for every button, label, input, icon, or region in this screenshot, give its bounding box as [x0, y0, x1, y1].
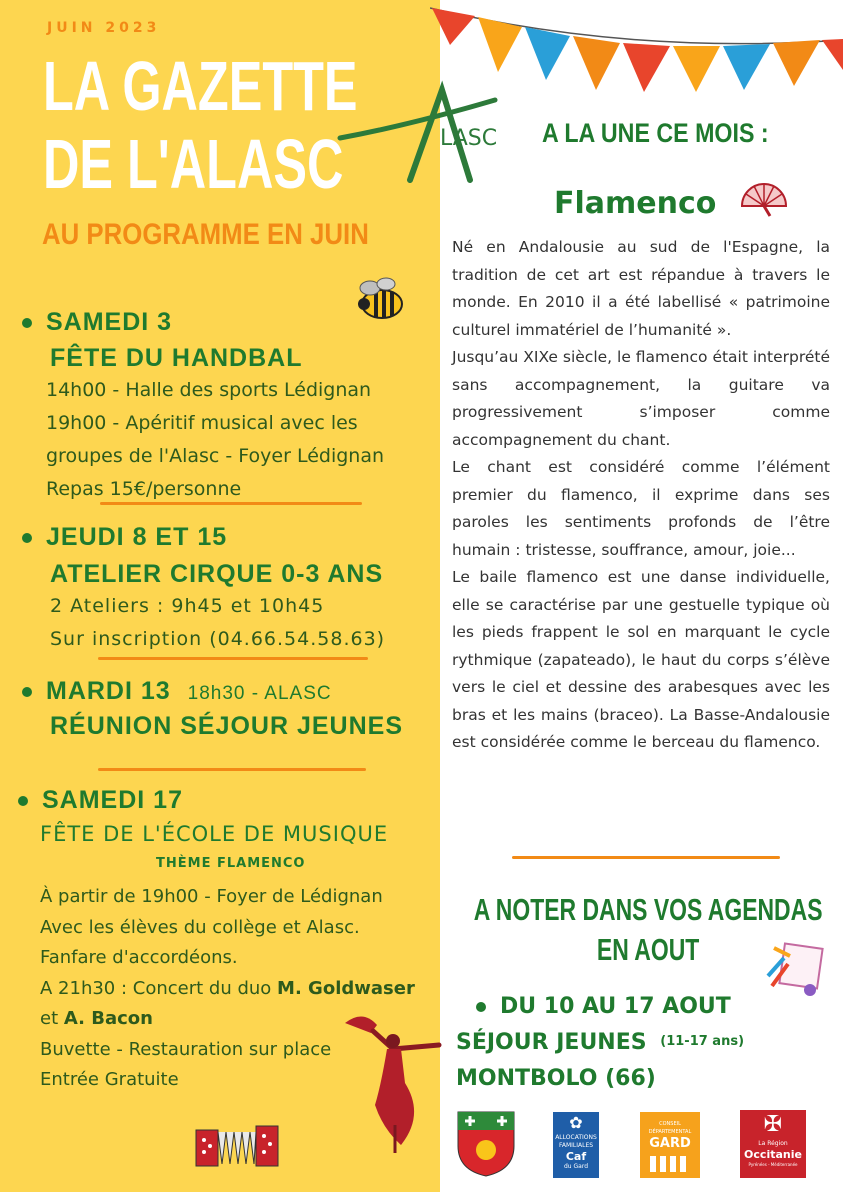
event4-line: Entrée Gratuite: [40, 1069, 179, 1090]
feature-paragraph: Jusqu’au XIXe siècle, le flamenco était interprété sans accompagnement, la guitare va progressivement s’imposer comme accompagnement du chant.: [452, 348, 831, 449]
agenda-heading-line: EN AOUT: [596, 932, 700, 967]
event4-line: [40, 974, 415, 1005]
event2-line: Sur inscription (04.66.54.58.63): [50, 628, 386, 650]
event1-details: [46, 374, 384, 506]
bullet-icon: [22, 687, 32, 697]
caf-text: ALLOCATIONS: [555, 1134, 597, 1141]
divider: [98, 768, 366, 771]
occitanie-text-sub: Pyrénées - Méditerranée: [748, 1162, 798, 1167]
event4-line: Buvette - Restauration sur place: [40, 1038, 332, 1060]
caf-text: FAMILIALES: [558, 1142, 594, 1149]
feature-article: [452, 234, 830, 757]
bullet-icon: [18, 796, 28, 806]
event4-day-text: SAMEDI 17: [42, 786, 183, 814]
divider: [512, 856, 780, 859]
event3-day-text: MARDI 13: [46, 677, 171, 705]
gard-logo-icon: [640, 1112, 700, 1178]
event4-day: [18, 786, 183, 815]
event2-line: 2 Ateliers : 9h45 et 10h45: [50, 595, 325, 617]
performer-name: M. Goldwaser: [277, 977, 415, 999]
event1-line: groupes de l'Alasc - Foyer Lédignan: [46, 445, 385, 467]
feature-title: Flamenco: [554, 186, 717, 221]
event2-day: [22, 523, 227, 552]
event1-line: 19h00 - Apéritif musical avec les: [46, 412, 358, 434]
event4-line: Avec les élèves du collège et Alasc.: [40, 916, 360, 938]
event4-line: À partir de 19h00 - Foyer de Lédignan: [40, 886, 383, 907]
event1-day: [22, 308, 172, 337]
gazette-title-line1: LA GAZETTE: [43, 47, 358, 125]
program-subtitle: AU PROGRAMME EN JUIN: [42, 218, 369, 251]
caf-text: du Gard: [563, 1163, 588, 1170]
event4-line: Fanfare d'accordéons.: [40, 947, 238, 968]
feature-paragraph: Le baile flamenco est une danse individuelle, elle se caractérise par une gestuelle typique où les pieds frappent le sol en marquant le cycle rythmique (zapateado), le haut du corps s’élève vers le ciel et dessine des arabesques avec les bras et les mains (braceo). La Basse-Andalousie est considérée comme le berceau du flamenco.: [452, 568, 830, 751]
event3-time: 18h30 - ALASC: [187, 683, 332, 704]
event3-title: RÉUNION SÉJOUR JEUNES: [50, 712, 404, 740]
issue-date: JUIN 2023: [47, 20, 161, 36]
feature-heading: A LA UNE CE MOIS :: [542, 118, 769, 148]
divider: [100, 502, 362, 505]
bullet-icon: [22, 318, 32, 328]
event1-title: FÊTE DU HANDBAL: [50, 344, 303, 372]
event3-day: [22, 677, 332, 706]
occitanie-text: Occitanie: [744, 1148, 802, 1161]
agenda-title: [456, 1030, 744, 1055]
caf-text: Caf: [565, 1150, 587, 1163]
event4-theme: THÈME FLAMENCO: [156, 856, 306, 871]
agenda-dates: [476, 994, 731, 1019]
event1-line: Repas 15€/personne: [46, 478, 242, 500]
event2-details: [50, 590, 385, 656]
event1-line: 14h00 - Halle des sports Lédignan: [46, 379, 372, 401]
alasc-logo-text: LASC: [440, 126, 498, 151]
feature-paragraph: Né en Andalousie au sud de l'Espagne, la tradition de cet art est répandue à travers le monde. En 2010 il a été labellisé « patrimoine culturel immatériel de l’humanité ».: [452, 238, 830, 339]
caf-emblem-icon: ✿: [569, 1113, 583, 1132]
occitanie-text-small: La Région: [758, 1140, 788, 1147]
dancer-icon: [335, 1005, 455, 1155]
bullet-icon: [476, 1002, 486, 1012]
agenda-heading-line: A NOTER DANS VOS AGENDAS: [473, 892, 823, 927]
performer-name: A. Bacon: [63, 1008, 153, 1029]
event4-line-text: et: [40, 1008, 64, 1029]
agenda-dates-text: DU 10 AU 17 AOUT: [500, 994, 731, 1019]
gard-pattern-icon: [650, 1156, 690, 1172]
gard-text-small: CONSEIL DÉPARTEMENTAL: [648, 1121, 692, 1135]
agenda-title-text: SÉJOUR JEUNES: [456, 1030, 647, 1055]
bullet-icon: [22, 533, 32, 543]
event1-day-text: SAMEDI 3: [46, 308, 173, 336]
event4-title: FÊTE DE L'ÉCOLE DE MUSIQUE: [40, 822, 389, 846]
event2-day-text: JEUDI 8 ET 15: [46, 523, 228, 551]
art-supplies-icon: [764, 936, 828, 1000]
event2-title: ATELIER CIRQUE 0-3 ANS: [50, 560, 384, 588]
caf-logo-icon: [553, 1112, 599, 1178]
agenda-place: MONTBOLO (66): [456, 1066, 656, 1091]
event4-line-text: A 21h30 : Concert du duo: [40, 977, 278, 999]
occitanie-cross-icon: ✠: [763, 1112, 783, 1137]
gard-text: GARD: [649, 1136, 691, 1151]
bee-icon: [352, 276, 408, 322]
occitanie-logo-icon: [740, 1110, 806, 1178]
gazette-title-line2: DE L'ALASC: [43, 125, 344, 203]
accordion-icon: [192, 1112, 282, 1182]
fan-icon: [734, 176, 792, 220]
city-crest-icon: [456, 1110, 516, 1178]
feature-paragraph: Le chant est considéré comme l’élément premier du flamenco, il exprime dans ses paroles les sentiments profonds de l’être humain : tristesse, souffrance, amour, joie...: [452, 458, 830, 559]
divider: [98, 657, 368, 660]
agenda-ages: (11-17 ans): [660, 1034, 745, 1049]
